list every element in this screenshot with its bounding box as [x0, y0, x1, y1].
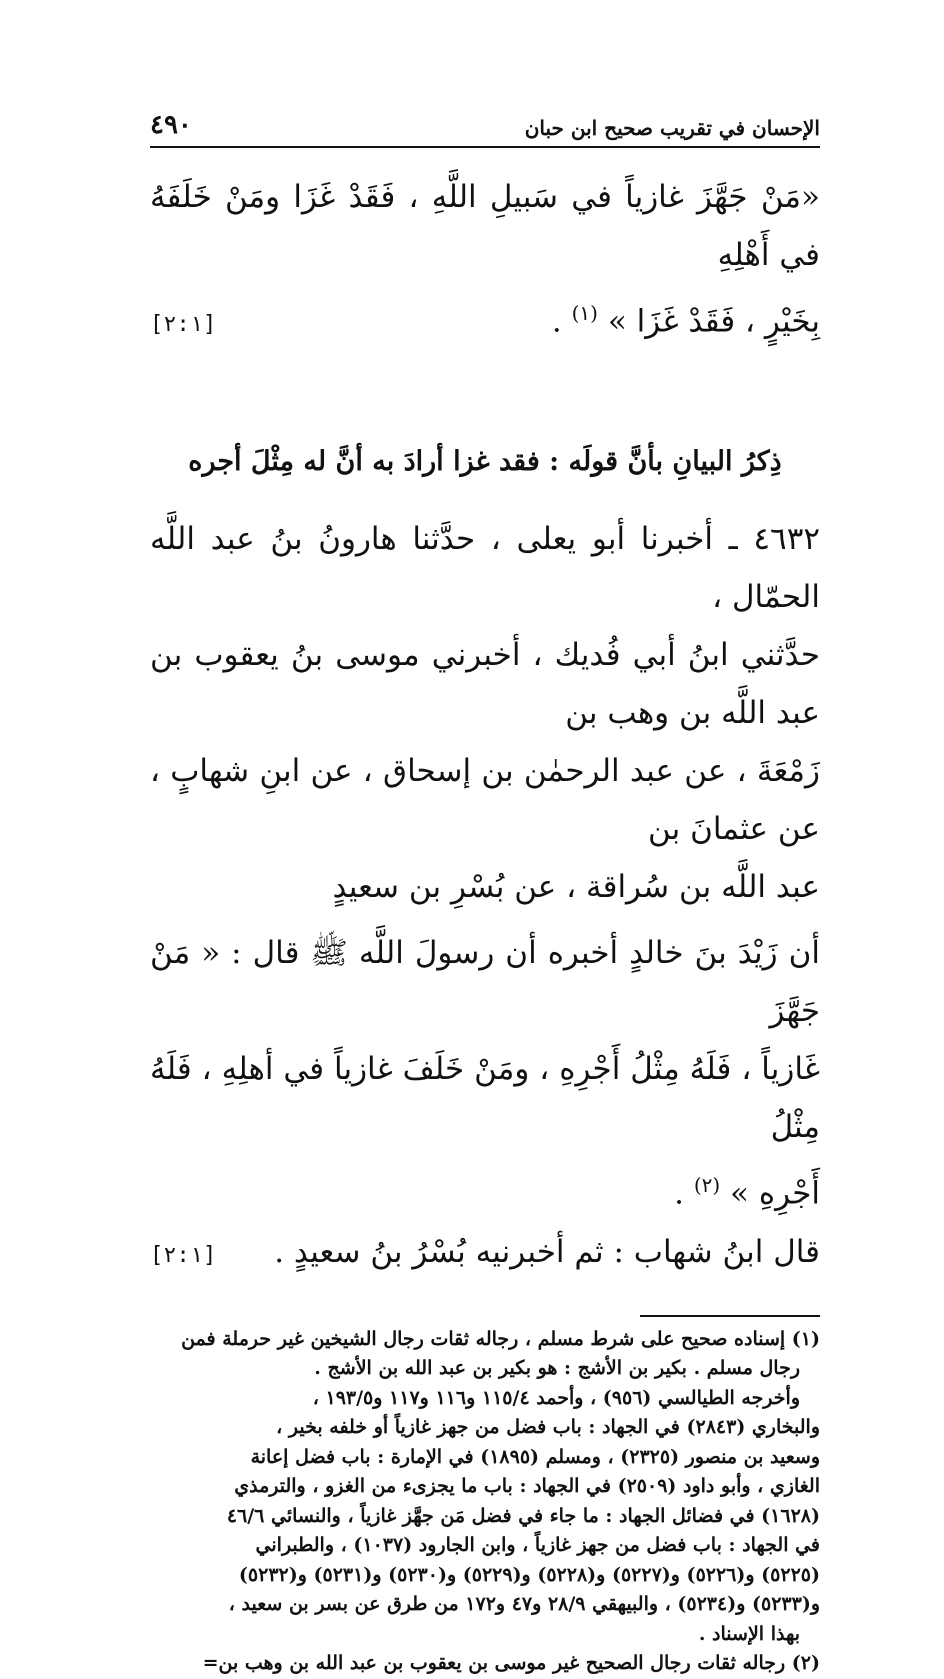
footnote-line: وسعيد بن منصور (٢٣٢٥) ، ومسلم (١٨٩٥) في الإمارة : باب فضل إعانة [250, 1445, 820, 1468]
hadith-reference: [٢:١] [150, 1242, 217, 1268]
footnote-line: (٥٢٢٥) و(٥٢٢٦) و(٥٢٢٧) و(٥٢٢٨) و(٥٢٢٩) و(٥٢٣٠) و(٥٢٣١) و(٥٢٣٢) [238, 1563, 820, 1586]
text-line: غَازياً ، فَلَهُ مِثْلُ أَجْرِهِ ، ومَنْ خَلَفَ غازياً في أهلِهِ ، فَلَهُ مِثْلُ [150, 1051, 820, 1146]
footnote-line: رجال مسلم . بكير بن الأشج : هو بكير بن عبد الله بن الأشج . [314, 1357, 800, 1380]
footnote-2 [150, 1649, 820, 1679]
text-line: ٤٦٣٢ ـ أخبرنا أبو يعلى ، حدَّثنا هارونُ بنُ عبد اللَّه الحمّال ، [150, 521, 820, 616]
hadith-matn [150, 924, 820, 1284]
page-header [150, 100, 820, 148]
text-line-with-ref [150, 1223, 820, 1285]
footnotes [150, 1325, 820, 1679]
footnote-line: في الجهاد : باب فضل من جهز غازياً ، وابن الجارود (١٠٣٧) ، والطبراني [255, 1534, 820, 1557]
text-line: «مَنْ جَهَّزَ غازياً في سَبيلِ اللَّهِ ، فَقَدْ غَزَا ومَنْ خَلَفَهُ في أَهْلِهِ [150, 179, 820, 273]
text-line-content: قال ابنُ شهاب : ثم أخبرنيه بُسْرُ بنُ سعيدٍ . [274, 1233, 820, 1270]
footnote-line: بهذا الإسناد . [698, 1622, 800, 1645]
footnote-1-sources [150, 1384, 820, 1650]
footnote-marker: (١) [571, 301, 598, 325]
running-title: الإحسان في تقريب صحيح ابن حبان [524, 116, 820, 140]
footnote-line: وأخرجه الطيالسي (٩٥٦) ، وأحمد ١١٥/٤ و١١٦ و١١٧ و١٩٣/٥ ، [312, 1386, 800, 1409]
text-line-content: بِخَيْرٍ ، فَقَدْ غَزَا » $^{(١)}$ . [551, 301, 820, 340]
footnote-separator [640, 1315, 820, 1317]
footnote-line: والبخاري (٢٨٤٣) في الجهاد : باب فضل من جهز غازياً أو خلفه بخير ، [276, 1416, 820, 1439]
text-line: عبد اللَّه بن سُراقة ، عن بُسْرِ بن سعيدٍ [332, 869, 820, 906]
continuation-block [150, 168, 820, 354]
text-line-with-ref [150, 284, 820, 354]
page-number: ٤٩٠ [150, 110, 192, 140]
hadith-reference: [٢:١] [150, 312, 217, 338]
text-line: أَجْرِهِ » $^{(٢)}$ . [674, 1173, 820, 1212]
footnote-line: (٢) رجاله ثقات رجال الصحيح غير موسى بن يعقوب بن عبد الله بن وهب بن= [202, 1652, 820, 1675]
text-line: حدَّثني ابنُ أبي فُديك ، أخبرني موسى بنُ يعقوب بن عبد اللَّه بن وهب بن [150, 637, 820, 732]
footnote-marker: (٢) [693, 1173, 721, 1198]
footnote-1 [150, 1325, 820, 1384]
footnote-line: (١٦٢٨) في فضائل الجهاد : ما جاء في فضل مَن جهَّز غازياً ، والنسائي ٤٦/٦ [226, 1504, 820, 1527]
section-heading: ذِكرُ البيانِ بأنَّ قولَه : فقد غزا أرادَ به أنَّ له مِثْلَ أجره [188, 446, 782, 478]
book-page [150, 100, 820, 1679]
footnote-line: (١) إسناده صحيح على شرط مسلم ، رجاله ثقات رجال الشيخين غير حرملة فمن [181, 1327, 820, 1350]
footnote-line: الغازي ، وأبو داود (٢٥٠٩) في الجهاد : باب ما يجزىء من الغزو ، والترمذي [234, 1475, 820, 1498]
footnote-line: و(٥٢٣٣) و(٥٢٣٤) ، والبيهقي ٢٨/٩ و٤٧ و١٧٢ من طرق عن بسر بن سعيد ، [228, 1593, 820, 1616]
text-line: أن زَيْدَ بنَ خالدٍ أخبره أن رسولَ اللَّه ﷺ قال : « مَنْ جَهَّزَ [150, 935, 820, 1030]
hadith-isnad [150, 510, 820, 916]
text-line: زَمْعَةَ ، عن عبد الرحمٰن بن إسحاق ، عن ابنِ شهابٍ ، عن عثمانَ بن [150, 753, 820, 848]
